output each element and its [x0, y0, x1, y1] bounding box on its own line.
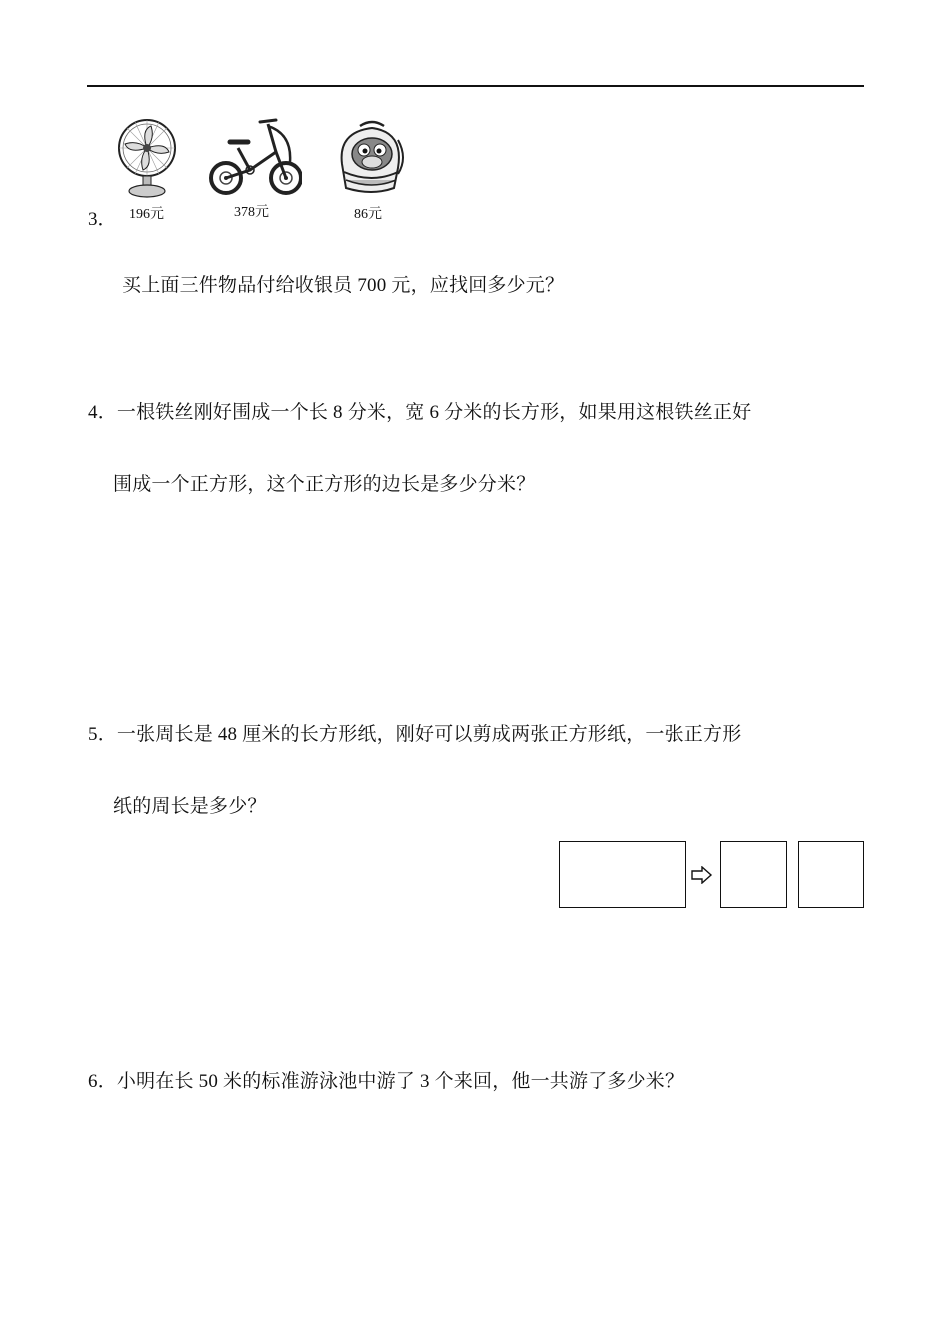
question-4-line-2: 围成一个正方形，这个正方形的边长是多少分米？	[113, 474, 536, 495]
square-paper-right	[798, 841, 864, 908]
question-5-line-2: 纸的周长是多少？	[113, 796, 267, 817]
backpack-icon	[332, 118, 408, 196]
question-3-number: 3．	[88, 209, 117, 230]
arrow-icon	[691, 866, 713, 889]
question-4-line-1: 4．一根铁丝刚好围成一个长 8 分米，宽 6 分米的长方形，如果用这根铁丝正好	[88, 402, 752, 423]
question-5-line-1: 5．一张周长是 48 厘米的长方形纸，刚好可以剪成两张正方形纸，一张正方形	[88, 724, 742, 745]
square-paper-left	[720, 841, 787, 908]
header-rule	[87, 85, 864, 87]
fan-icon	[115, 118, 179, 200]
question-3-text: 买上面三件物品付给收银员 700 元，应找回多少元？	[122, 275, 565, 296]
fan-price: 196元	[129, 207, 164, 222]
bicycle-icon	[206, 112, 302, 198]
backpack-price: 86元	[354, 207, 382, 222]
question-6-line-1: 6．小明在长 50 米的标准游泳池中游了 3 个来回，他一共游了多少米？	[88, 1071, 685, 1092]
bicycle-price: 378元	[234, 205, 269, 220]
rectangle-paper	[559, 841, 686, 908]
